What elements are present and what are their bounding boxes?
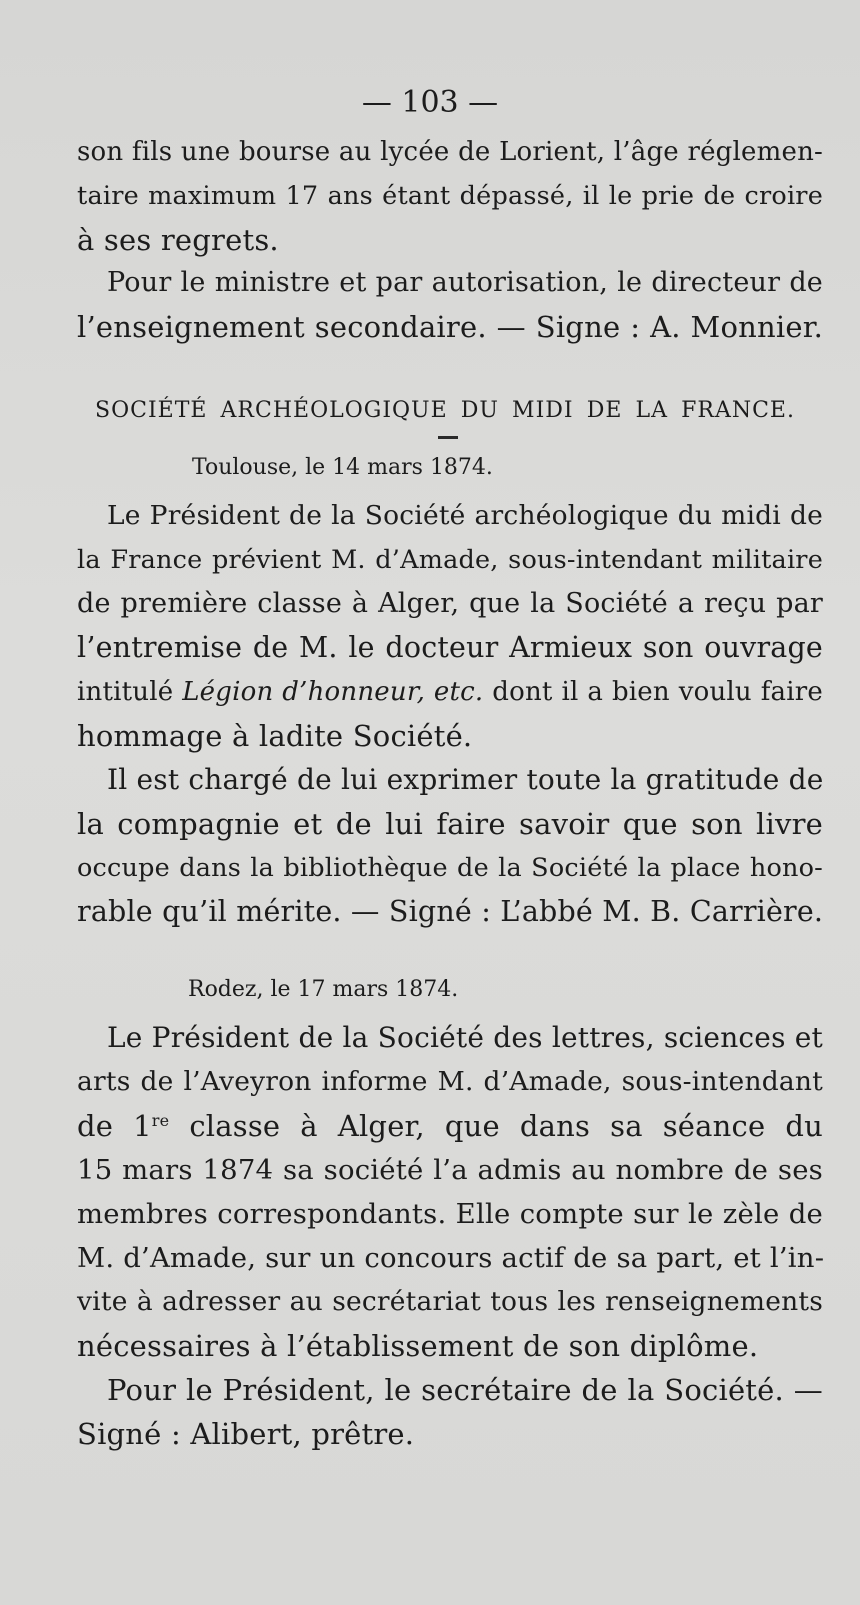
text-line: Il est chargé de lui exprimer toute la gratitude de <box>107 763 824 796</box>
dateline: Rodez, le 17 mars 1874. <box>188 977 459 1002</box>
text-line: Pour le Président, le secrétaire de la Société. — <box>107 1373 823 1407</box>
text-line: rable qu’il mérite. — Signé : L’abbé M. B. Carrière. <box>77 895 824 928</box>
text-line: Signé : Alibert, prêtre. <box>77 1417 415 1451</box>
text-line: Le Président de la Société archéologique du midi de <box>107 500 823 531</box>
text-line: vite à adresser au secrétariat tous les renseignements <box>77 1286 823 1317</box>
text-line: arts de l’Aveyron informe M. d’Amade, sous-intendant <box>77 1066 823 1097</box>
text-line: M. d’Amade, sur un concours actif de sa part, et l’in- <box>77 1242 825 1274</box>
text-line <box>77 673 823 711</box>
heading-divider <box>438 436 458 439</box>
page-number: — 103 — <box>361 85 499 120</box>
text-line: 15 mars 1874 sa société l’a admis au nombre de ses <box>77 1154 823 1186</box>
text-line: son fils une bourse au lycée de Lorient, l’âge réglemen- <box>77 137 823 167</box>
text-line: membres correspondants. Elle compte sur le zèle de <box>77 1198 823 1230</box>
dateline: Toulouse, le 14 mars 1874. <box>192 455 493 480</box>
text-line: à ses regrets. <box>77 223 279 257</box>
text-line: Pour le ministre et par autorisation, le directeur de <box>107 267 823 298</box>
text-line: taire maximum 17 ans étant dépassé, il le prie de croire <box>77 181 823 211</box>
superscript: re <box>151 1111 170 1130</box>
text-segment: dont il a bien voulu faire <box>483 677 823 707</box>
book-title: Légion d’honneur, etc. <box>182 677 484 707</box>
text-segment: intitulé <box>77 677 183 707</box>
text-line <box>77 1107 823 1145</box>
text-segment: de 1 <box>77 1109 152 1143</box>
text-line: la compagnie et de lui faire savoir que son livre <box>77 807 823 841</box>
section-heading: SOCIÉTÉ ARCHÉOLOGIQUE DU MIDI DE LA FRANCE. <box>95 398 795 423</box>
text-line: hommage à ladite Société. <box>77 719 473 753</box>
text-line: nécessaires à l’établissement de son diplôme. <box>77 1329 759 1363</box>
text-line: l’entremise de M. le docteur Armieux son ouvrage <box>77 631 823 664</box>
text-segment: classe à Alger, que dans sa séance du <box>169 1109 823 1143</box>
text-line: Le Président de la Société des lettres, sciences et <box>107 1021 823 1054</box>
text-line: occupe dans la bibliothèque de la Société la place hono- <box>77 853 823 883</box>
text-line: la France prévient M. d’Amade, sous-intendant militaire <box>77 545 823 575</box>
text-line: l’enseignement secondaire. — Signe : A. Monnier. <box>77 310 823 344</box>
text-line: de première classe à Alger, que la Société a reçu par <box>77 588 823 619</box>
